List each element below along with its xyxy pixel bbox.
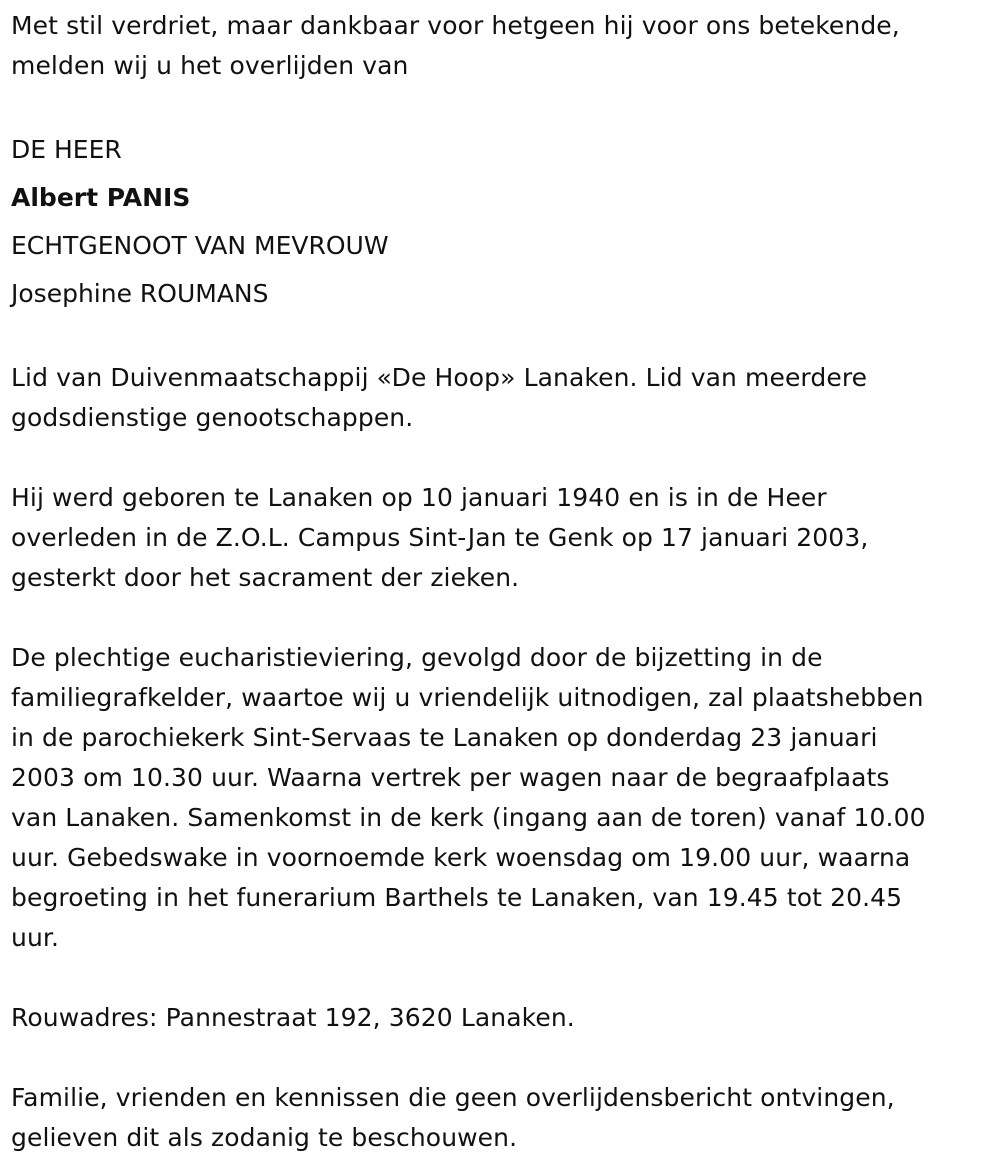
spacer (11, 958, 986, 998)
intro-paragraph (11, 6, 986, 86)
spacer (11, 1038, 986, 1078)
ceremony-line: De plechtige eucharistieviering, gevolgd door de bijzetting in de (11, 643, 823, 672)
ceremony-line: 2003 om 10.30 uur. Waarna vertrek per wagen naar de begraafplaats (11, 763, 890, 792)
life-paragraph (11, 478, 986, 598)
life-line: overleden in de Z.O.L. Campus Sint-Jan te Genk op 17 januari 2003, (11, 523, 869, 552)
spacer (11, 438, 986, 478)
death-notice (11, 6, 986, 1158)
ceremony-paragraph (11, 638, 986, 958)
name-block (11, 126, 986, 318)
ceremony-line: uur. (11, 923, 60, 952)
membership-paragraph (11, 358, 986, 438)
title-prefix: DE HEER (11, 135, 122, 164)
spacer (11, 86, 986, 126)
life-line: Hij werd geboren te Lanaken op 10 januari 1940 en is in de Heer (11, 483, 827, 512)
ceremony-line: uur. Gebedswake in voornoemde kerk woensdag om 19.00 uur, waarna (11, 843, 911, 872)
closing-paragraph (11, 1078, 986, 1158)
membership-line: Lid van Duivenmaatschappij «De Hoop» Lanaken. Lid van meerdere (11, 363, 868, 392)
intro-line: Met stil verdriet, maar dankbaar voor hetgeen hij voor ons betekende, (11, 11, 900, 40)
membership-line: godsdienstige genootschappen. (11, 403, 414, 432)
closing-line: gelieven dit als zodanig te beschouwen. (11, 1123, 518, 1152)
spacer (11, 318, 986, 358)
deceased-name: Albert PANIS (11, 183, 191, 212)
spacer (11, 598, 986, 638)
ceremony-line: begroeting in het funerarium Barthels te Lanaken, van 19.45 tot 20.45 (11, 883, 903, 912)
spouse-name: Josephine ROUMANS (11, 279, 269, 308)
closing-line: Familie, vrienden en kennissen die geen overlijdensbericht ontvingen, (11, 1083, 895, 1112)
address-paragraph (11, 998, 986, 1038)
life-line: gesterkt door het sacrament der zieken. (11, 563, 520, 592)
spouse-label: ECHTGENOOT VAN MEVROUW (11, 231, 389, 260)
ceremony-line: in de parochiekerk Sint-Servaas te Lanaken op donderdag 23 januari (11, 723, 878, 752)
ceremony-line: van Lanaken. Samenkomst in de kerk (ingang aan de toren) vanaf 10.00 (11, 803, 926, 832)
ceremony-line: familiegrafkelder, waartoe wij u vriendelijk uitnodigen, zal plaatshebben (11, 683, 924, 712)
address-line: Rouwadres: Pannestraat 192, 3620 Lanaken. (11, 1003, 575, 1032)
intro-line: melden wij u het overlijden van (11, 51, 409, 80)
